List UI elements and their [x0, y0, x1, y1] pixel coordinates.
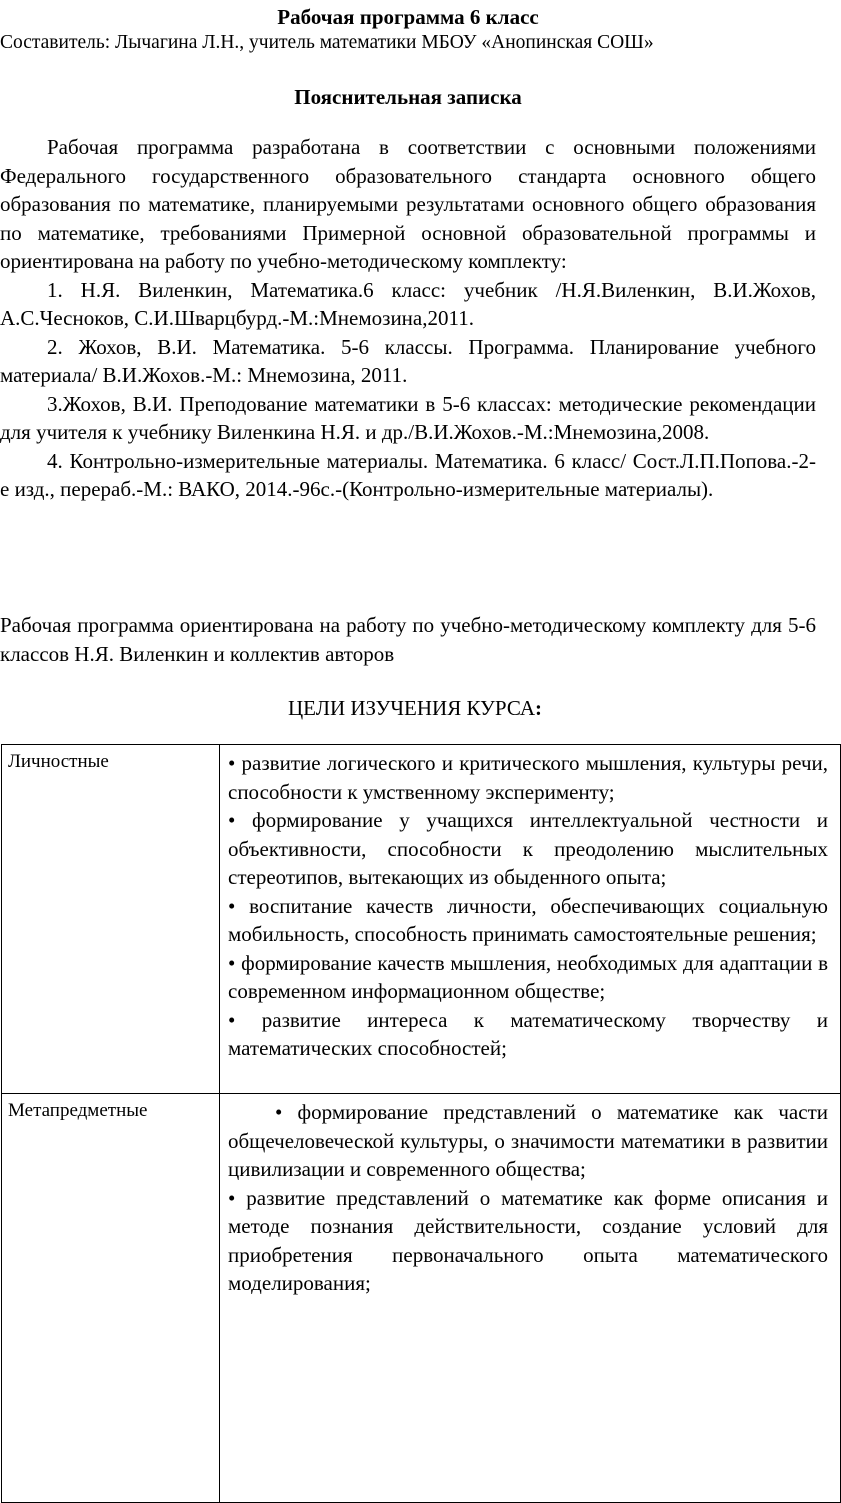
goal-item: • формирование качеств мышления, необходимых для адаптации в современном информационном обществе;: [228, 950, 828, 1003]
table-row: [2, 745, 841, 1094]
orientation-paragraph: Рабочая программа ориентирована на работу по учебно-методическому комплекту для 5-6 классов Н.Я. Виленкин и коллектив авторов: [0, 613, 816, 666]
page-title: Рабочая программа 6 класс: [277, 5, 539, 29]
goal-item: • формирование представлений о математике как части общечеловеческой культуры, о значимости математики в развитии цивилизации и современного общества;: [228, 1100, 828, 1181]
goals-heading-text: ЦЕЛИ ИЗУЧЕНИЯ КУРСА: [288, 696, 535, 720]
goals-heading-colon: :: [535, 696, 542, 720]
goal-item: • воспитание качеств личности, обеспечивающих социальную мобильность, способность принимать самостоятельные решения;: [228, 893, 828, 946]
goal-item: • развитие интереса к математическому творчеству и математических способностей;: [228, 1007, 828, 1060]
list-item: 4. Контрольно-измерительные материалы. Математика. 6 класс/ Сост.Л.П.Попова.-2-е изд., перераб.-М.: ВАКО, 2014.-96с.-(Контрольно-измерительные материалы).: [0, 448, 816, 501]
list-item: 2. Жохов, В.И. Математика. 5-6 классы. Программа. Планирование учебного материала/ В.И.Жохов.-М.: Мнемозина, 2011.: [0, 334, 816, 387]
intro-section: [0, 133, 816, 504]
goals-table: [1, 744, 841, 1503]
intro-paragraph: Рабочая программа разработана в соответствии с основными положениями Федерального государственного образовательного стандарта основного общего образования по математике, планируемыми результатами основного общего образования по математике, требованиями Примерной основной образовательной программы и ориентирована на работу по учебно-методическому комплекту:: [0, 135, 816, 273]
row-label-personal: Личностные: [2, 745, 220, 1094]
section-title-explanatory-note: Пояснительная записка: [294, 85, 522, 109]
goal-item: • формирование у учащихся интеллектуальной честности и объективности, способности к преодолению мыслительных стереотипов, вытекающих из обыденного опыта;: [228, 808, 828, 889]
goals-heading: [0, 695, 830, 721]
row-content-personal: [220, 745, 841, 1094]
row-content-metasubject: [220, 1094, 841, 1503]
table-row: [2, 1094, 841, 1503]
author-line: Составитель: Лычагина Л.Н., учитель математики МБОУ «Анопинская СОШ»: [0, 32, 654, 53]
row-label-metasubject: Метапредметные: [2, 1094, 220, 1503]
list-item: 1. Н.Я. Виленкин, Математика.6 класс: учебник /Н.Я.Виленкин, В.И.Жохов, А.С.Чесноков, С.И.Шварцбурд.-М.:Мнемозина,2011.: [0, 277, 816, 330]
goal-item: • развитие представлений о математике как форме описания и методе познания действительности, создание условий для приобретения первоначального опыта математического моделирования;: [228, 1185, 828, 1295]
list-item: 3.Жохов, В.И. Преподование математики в 5-6 классах: методические рекомендации для учителя к учебнику Виленкина Н.Я. и др./В.И.Жохов.-М.:Мнемозина,2008.: [0, 391, 816, 444]
goal-item: • развитие логического и критического мышления, культуры речи, способности к умственному эксперименту;: [228, 751, 828, 804]
